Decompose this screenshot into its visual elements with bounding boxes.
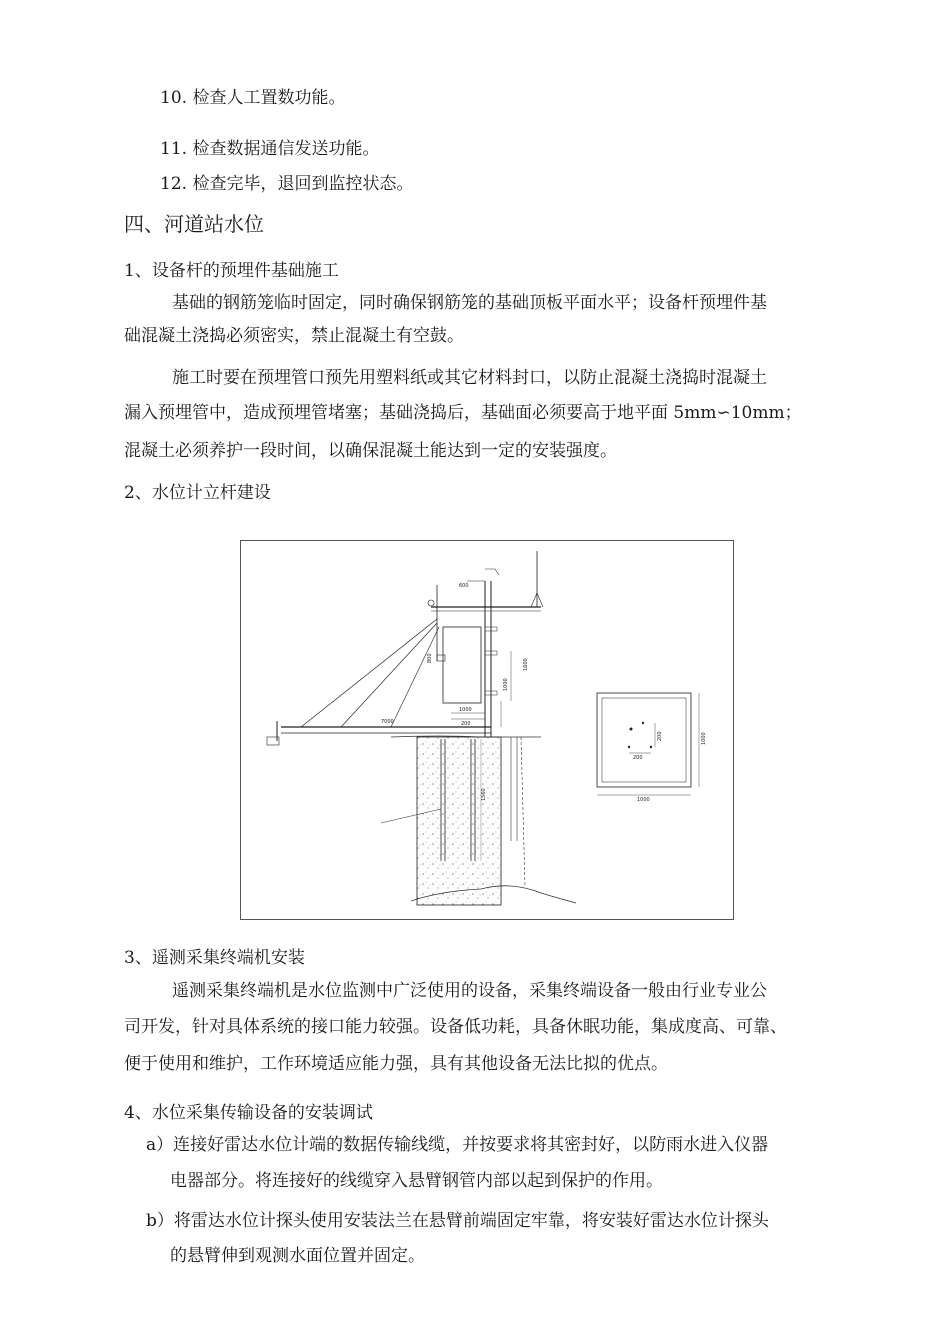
paragraph-line: 漏入预埋管中，造成预埋管堵塞；基础浇捣后，基础面必须要高于地平面 5mm∽10mm； <box>124 403 802 423</box>
paragraph-line: 的悬臂伸到观测水面位置并固定。 <box>170 1246 425 1266</box>
paragraph-line: 司开发，针对具体系统的接口能力较强。设备低功耗，具备休眠功能，集成度高、可靠、 <box>124 1017 787 1037</box>
dim-label: 600 <box>459 583 469 589</box>
item-number: 12. <box>160 174 188 194</box>
list-item-10 <box>160 87 345 109</box>
dim-label: 1000 <box>701 732 707 745</box>
paragraph-line: a）连接好雷达水位计端的数据传输线缆，并按要求将其密封好，以防雨水进入仪器 <box>146 1135 769 1155</box>
installation-drawing <box>240 540 734 920</box>
subsection-title-1: 1、设备杆的预埋件基础施工 <box>124 261 339 281</box>
subsection-title-3: 3、遥测采集终端机安装 <box>124 948 305 968</box>
paragraph-line: 施工时要在预埋管口预先用塑料纸或其它材料封口，以防止混凝土浇捣时混凝土 <box>172 368 767 388</box>
dim-label: 1000 <box>459 707 472 713</box>
item-number: 11. <box>160 139 188 159</box>
dim-label: 1500 <box>481 788 487 801</box>
paragraph-line: 电器部分。将连接好的线缆穿入悬臂钢管内部以起到保护的作用。 <box>170 1171 663 1191</box>
list-item-12 <box>160 173 413 195</box>
paragraph-line: 遥测采集终端机是水位监测中广泛使用的设备，采集终端设备一般由行业专业公 <box>172 981 767 1001</box>
section-title: 四、河道站水位 <box>124 212 264 236</box>
item-text: 检查数据通信发送功能。 <box>192 139 380 159</box>
item-text: 检查人工置数功能。 <box>192 88 346 108</box>
list-item-11 <box>160 138 379 160</box>
subsection-title-4: 4、水位采集传输设备的安装调试 <box>124 1103 373 1123</box>
subsection-title-2: 2、水位计立杆建设 <box>124 483 271 503</box>
dim-label: 1000 <box>503 678 509 691</box>
dim-label: 1000 <box>637 797 650 803</box>
dim-label: 200 <box>461 721 471 727</box>
plan-view-outer <box>597 693 691 787</box>
dim-label: 200 <box>633 755 643 761</box>
dim-label: 7000 <box>381 719 394 725</box>
paragraph-line: 基础的钢筋笼临时固定，同时确保钢筋笼的基础顶板平面水平；设备杆预埋件基 <box>172 293 767 313</box>
dim-label: 200 <box>657 731 663 741</box>
paragraph-line: b）将雷达水位计探头使用安装法兰在悬臂前端固定牢靠，将安装好雷达水位计探头 <box>146 1211 769 1231</box>
paragraph-line: 混凝土必须养护一段时间，以确保混凝土能达到一定的安装强度。 <box>124 441 617 461</box>
dim-label: 1600 <box>523 658 529 671</box>
paragraph-line: 便于使用和维护，工作环境适应能力强，具有其他设备无法比拟的优点。 <box>124 1054 668 1074</box>
paragraph-line: 础混凝土浇捣必须密实，禁止混凝土有空鼓。 <box>124 326 464 346</box>
cabinet <box>443 627 481 703</box>
item-text: 检查完毕，退回到监控状态。 <box>192 174 414 194</box>
foundation-block <box>417 737 501 905</box>
dim-label: 800 <box>427 653 433 663</box>
item-number: 10. <box>160 88 188 108</box>
